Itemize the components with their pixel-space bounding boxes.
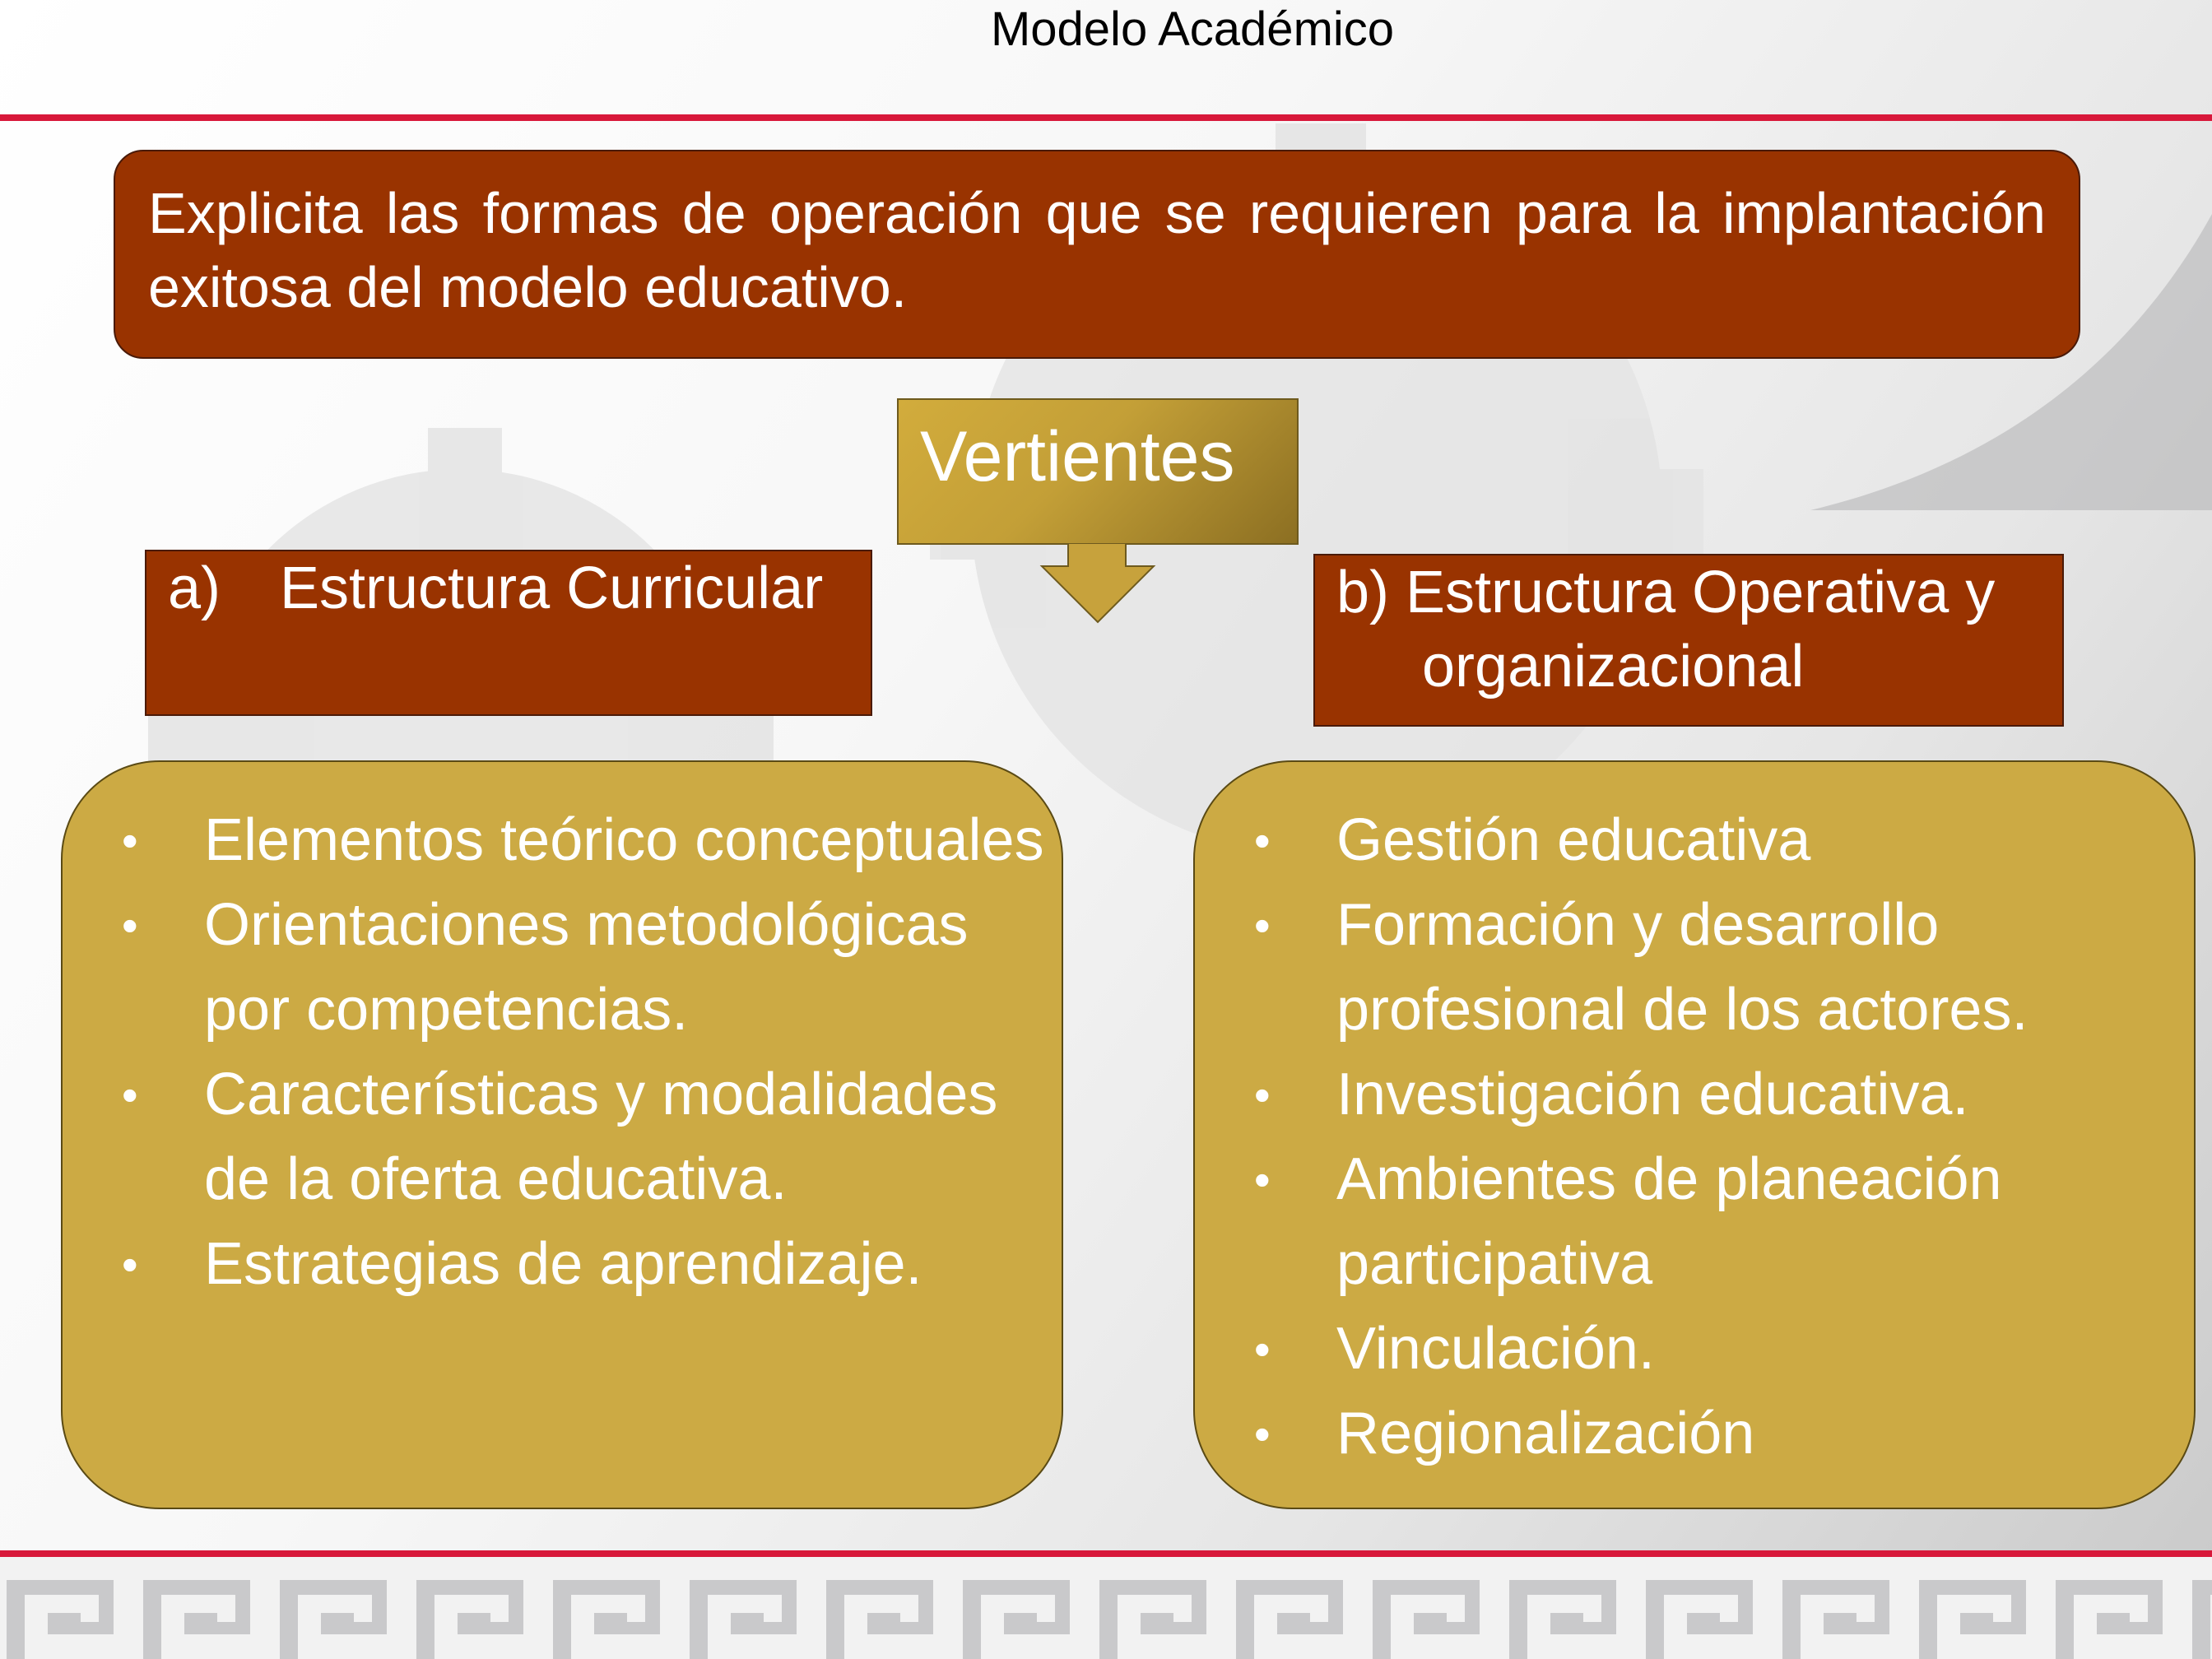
branch-b-line2: organizacional (1422, 634, 1805, 699)
branch-b-line1: b) Estructura Operativa y (1336, 560, 1996, 625)
curricular-list-box (61, 760, 1063, 1509)
branch-b-box (1313, 554, 2064, 727)
operativa-list-box (1193, 760, 2196, 1509)
curricular-list (122, 798, 1045, 1307)
bullet-icon: • (1254, 1069, 1271, 1121)
list-item: • Características y modalidades de la oferta educativa. (122, 1053, 1045, 1222)
list-item: • Orientaciones metodológicas por competencias. (122, 883, 1045, 1053)
list-item: • Ambientes de planeación participativa (1254, 1137, 2177, 1307)
list-item: • Regionalización (1254, 1392, 2177, 1476)
branch-a-label: Estructura Curricular (280, 555, 824, 621)
operativa-list (1254, 798, 2177, 1476)
top-divider (0, 114, 2212, 121)
greek-key-motif (2192, 1580, 2212, 1659)
bullet-icon: • (1254, 1323, 1271, 1375)
bullet-icon: • (122, 1238, 138, 1290)
vertientes-label: Vertientes (920, 417, 1235, 496)
list-item: • Elementos teórico conceptuales (122, 798, 1045, 883)
list-item: • Vinculación. (1254, 1307, 2177, 1392)
list-item: • Gestión educativa (1254, 798, 2177, 883)
vertientes-box (897, 398, 1299, 545)
down-arrow-icon (1039, 543, 1158, 625)
bullet-icon: • (122, 899, 138, 951)
bullet-icon: • (122, 1069, 138, 1121)
list-item: • Investigación educativa. (1254, 1053, 2177, 1137)
bottom-divider (0, 1550, 2212, 1557)
intro-box (114, 150, 2080, 359)
list-item: • Estrategias de aprendizaje. (122, 1222, 1045, 1307)
bullet-icon: • (1254, 899, 1271, 951)
branch-a-box (145, 550, 872, 716)
bullet-icon: • (1254, 1408, 1271, 1460)
bullet-icon: • (1254, 815, 1271, 867)
bullet-icon: • (122, 815, 138, 867)
bullet-icon: • (1254, 1154, 1271, 1206)
slide-title: Modelo Académico (990, 2, 1395, 56)
branch-a-marker: a) (168, 555, 221, 621)
intro-text: Explicita las formas de operación que se requieren para la implantación exitosa del modelo educativo. (148, 181, 2046, 319)
list-item: • Formación y desarrollo profesional de los actores. (1254, 883, 2177, 1053)
